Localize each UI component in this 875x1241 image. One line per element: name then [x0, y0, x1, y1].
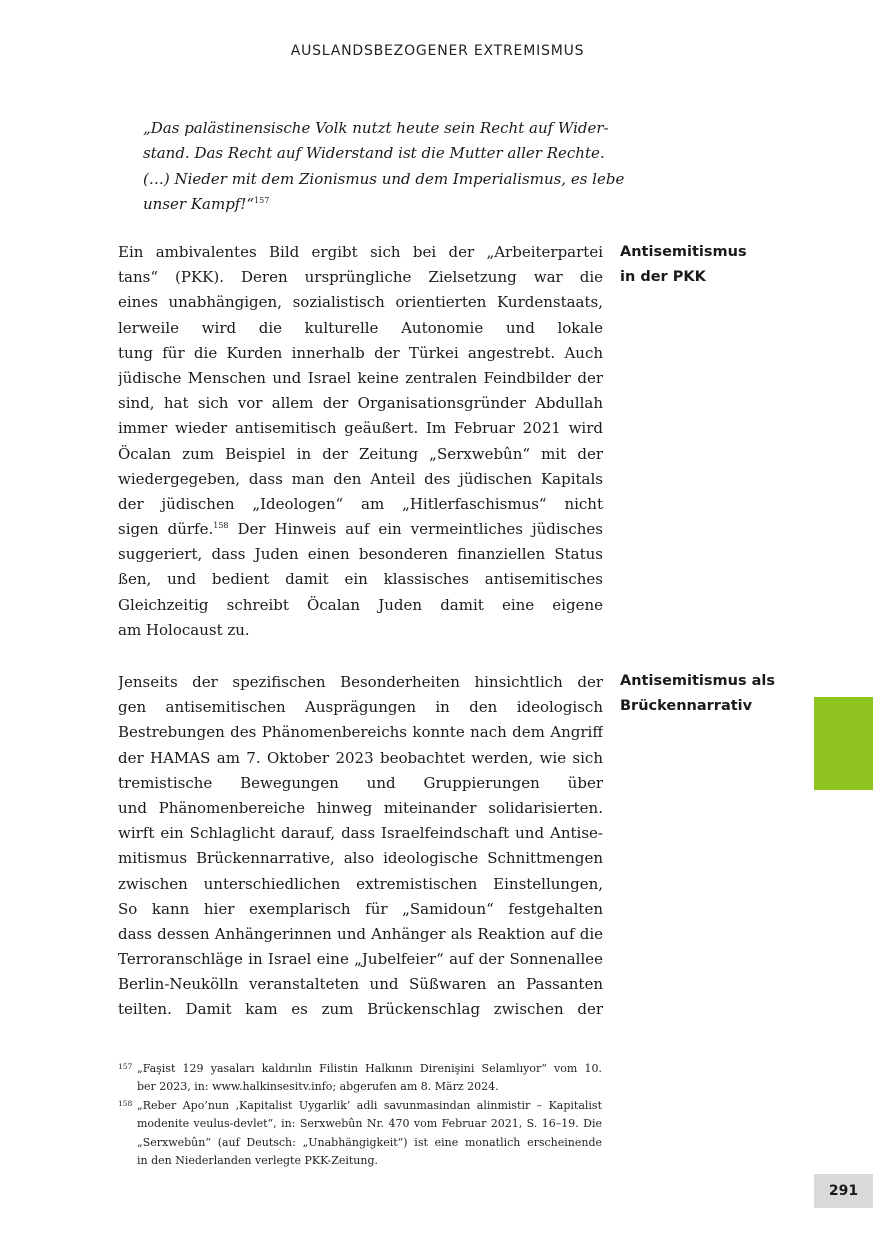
footnote-line: in den Niederlanden verlegte PKK-Zeitung.	[137, 1153, 379, 1167]
chapter-tab-marker	[814, 697, 873, 790]
text-line: jüdische Menschen und Israel keine zentralen Feindbilder der	[118, 368, 603, 387]
running-head: AUSLANDSBEZOGENER EXTREMISMUS	[290, 43, 585, 59]
footnote-number: 158	[118, 1098, 133, 1108]
block-quote	[143, 116, 625, 217]
footnote-line: ber 2023, in: www.halkinsesitv.info; abgerufen am 8. März 2024.	[137, 1080, 499, 1094]
paragraph-brueckennarrativ	[118, 670, 603, 1023]
text-line: gen antisemitischen Ausprägungen in den ideologisch	[118, 698, 603, 717]
text-line: tung für die Kurden innerhalb der Türkei angestrebt. Auch	[118, 343, 603, 362]
footnote-ref-157[interactable]: 157	[254, 195, 270, 205]
text-line: und Phänomenbereiche hinweg miteinander solidarisierten.	[118, 798, 603, 817]
text-line: am Holocaust zu.	[118, 620, 250, 639]
text-line: sind, hat sich vor allem der Organisationsgründer Abdullah	[118, 394, 603, 413]
text-line: zwischen unterschiedlichen extremistischen Einstellungen,	[118, 874, 603, 893]
text-line: Ein ambivalentes Bild ergibt sich bei der „Arbeiterpartei	[118, 243, 603, 261]
text-line: mitismus Brückennarrative, also ideologische Schnittmengen	[118, 849, 603, 868]
text-line: So kann hier exemplarisch für „Samidoun“ festgehalten	[118, 899, 603, 918]
side-heading-antisemitismus-pkk: Antisemitismus in der PKK	[620, 244, 747, 285]
text-line: Terroranschläge in Israel eine „Jubelfeier“ auf der Sonnenallee	[118, 950, 603, 969]
text-line: der HAMAS am 7. Oktober 2023 beobachtet werden, wie sich	[118, 748, 603, 767]
page-number: 291	[814, 1174, 873, 1208]
text-line: tans“ (PKK). Deren ursprüngliche Zielsetzung war die	[118, 268, 603, 287]
text-line: wiedergegeben, dass man den Anteil des jüdischen Kapitals	[118, 469, 603, 488]
text-line: lerweile wird die kulturelle Autonomie und lokale	[118, 318, 603, 337]
paragraph-pkk	[118, 240, 603, 643]
footnote-157	[118, 1060, 602, 1097]
text-line: suggeriert, dass Juden einen besonderen finanziellen Status	[118, 545, 603, 564]
text-line: tremistische Bewegungen und Gruppierungen über	[118, 773, 603, 792]
quote-line: stand. Das Recht auf Widerstand ist die Mutter aller Rechte.	[143, 144, 605, 163]
quote-line: „Das palästinensische Volk nutzt heute sein Recht auf Wider-	[143, 119, 609, 137]
text-line: Öcalan zum Beispiel in der Zeitung „Serxwebûn“ mit der	[118, 444, 603, 463]
text-line: der jüdischen „Ideologen“ am „Hitlerfaschismus“ nicht	[118, 494, 603, 513]
quote-line: (…) Nieder mit dem Zionismus und dem Imperialismus, es lebe	[143, 169, 625, 188]
footnote-line: „Serxwebûn“ (auf Deutsch: „Unabhängigkeit“) ist eine monatlich erscheinende	[137, 1135, 602, 1149]
footnote-line: „Faşist 129 yasaları kaldırılın Filistin Halkının Direnişini Selamlıyor“ vom 10.	[137, 1062, 602, 1075]
text-line: eines unabhängigen, sozialistisch orientierten Kurdenstaats,	[118, 293, 603, 312]
text-line: sigen dürfe.$^{158}$ Der Hinweis auf ein vermeintliches jüdisches	[118, 520, 603, 539]
footnote-158	[118, 1097, 602, 1171]
footnote-ref-158[interactable]: 158	[213, 521, 229, 531]
text-line: ßen, und bedient damit ein klassisches antisemitisches	[118, 570, 603, 589]
text-line: immer wieder antisemitisch geäußert. Im Februar 2021 wird	[118, 419, 603, 438]
footnote-line: modenite veulus-devlet“, in: Serxwebûn Nr. 470 vom Februar 2021, S. 16–19. Die	[137, 1117, 602, 1131]
footnotes	[118, 1060, 602, 1170]
side-heading-brueckennarrativ: Antisemitismus als Brückennarrativ	[620, 673, 776, 714]
text-line: teilten. Damit kam es zum Brückenschlag zwischen der	[118, 1000, 603, 1019]
footnote-number: 157	[118, 1062, 133, 1071]
text-line: Berlin-Neukölln veranstalteten und Süßwaren an Passanten	[118, 975, 603, 994]
footnote-line: „Reber Apo’nun ‚Kapitalist Uygarlik’ adli savunmasindan alinmistir – Kapitalist	[137, 1098, 602, 1112]
text-line: Gleichzeitig schreibt Öcalan Juden damit eine eigene	[118, 595, 603, 614]
quote-line: unser Kampf!“$^{157}$	[143, 194, 270, 213]
text-line: Jenseits der spezifischen Besonderheiten hinsichtlich der	[118, 673, 603, 691]
text-line: dass dessen Anhängerinnen und Anhänger als Reaktion auf die	[118, 924, 603, 943]
text-line: wirft ein Schlaglicht darauf, dass Israelfeindschaft und Antise-	[118, 824, 603, 843]
text-line: Bestrebungen des Phänomenbereichs konnte nach dem Angriff	[118, 723, 603, 742]
